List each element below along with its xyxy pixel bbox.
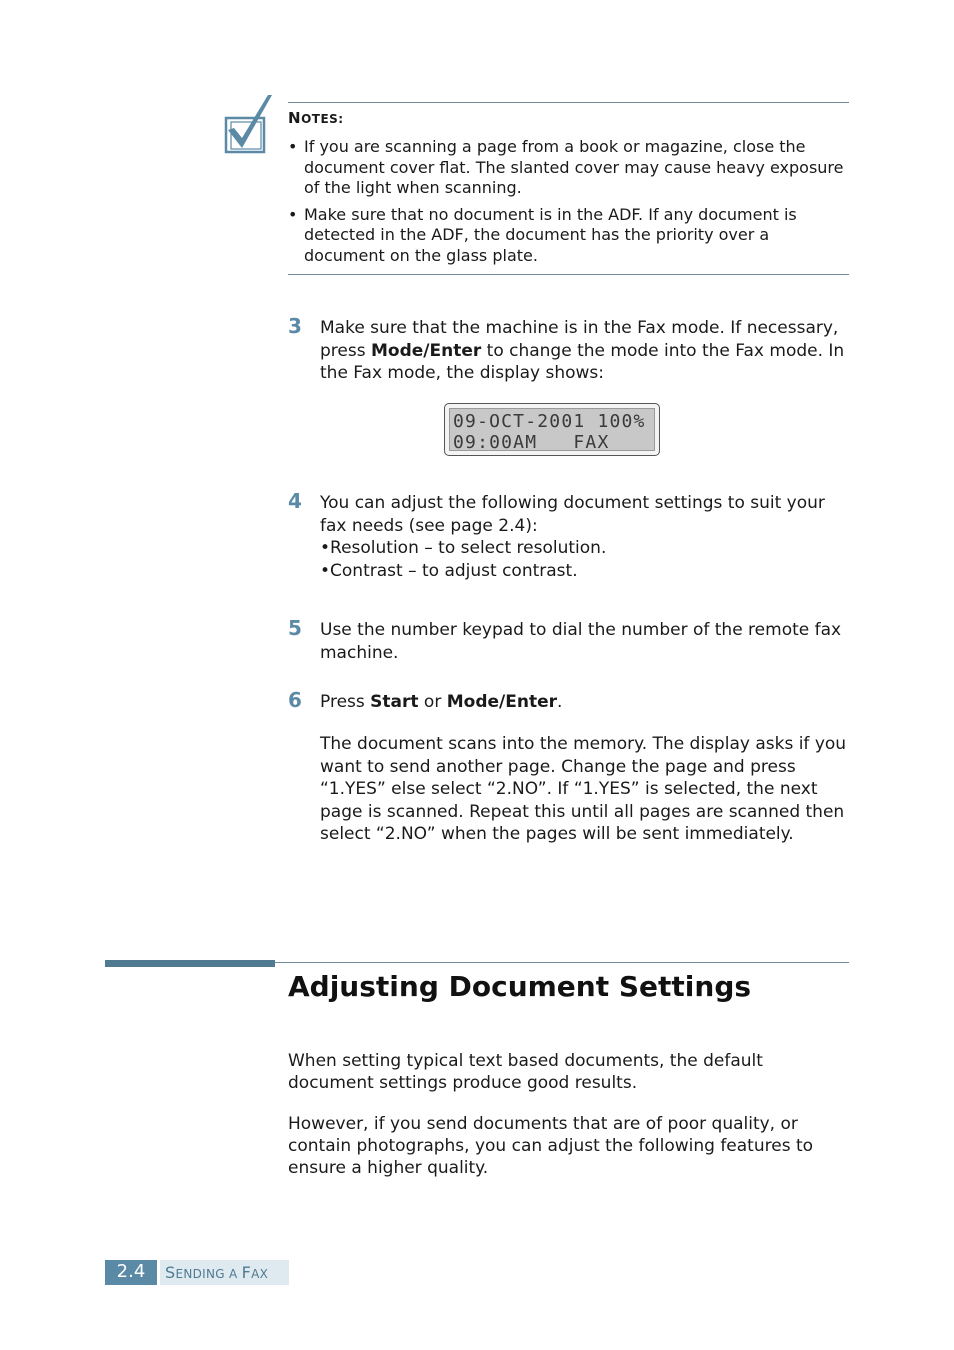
step-number: 4 [288, 489, 302, 513]
lcd-line-1: 09-OCT-2001 100% [453, 411, 646, 432]
notes-list [288, 137, 848, 272]
step-paragraph: The document scans into the memory. The display asks if you want to send another page. Change the page and press “1.YES” else select “2.NO”. If “1.YES” is selected, the next page is scanned. Repeat this until all pages are scanned then select “2.NO” when the pages will be sent immediately. [320, 734, 847, 844]
section-title: Adjusting Document Settings [288, 970, 752, 1003]
list-item: • Make sure that no document is in the ADF. If any document is detected in the ADF, the document has the priority over a document on the glass plate. [288, 204, 797, 265]
notes-bottom-rule [288, 274, 849, 275]
checkmark-note-icon [222, 92, 274, 156]
step-number: 3 [288, 314, 302, 338]
body-paragraph: When setting typical text based documents, the default document settings produce good results. [288, 1051, 763, 1093]
step-text: Make sure that the machine is in the Fax mode. If necessary, press Mode/Enter to change the mode into the Fax mode. In the Fax mode, the display shows: [320, 318, 845, 383]
lcd-line-2: 09:00AM FAX [453, 432, 610, 453]
step-text: Press Start or Mode/Enter. [320, 692, 563, 712]
step-number: 6 [288, 688, 302, 712]
notes-title: NOTES: [288, 109, 344, 127]
section-accent-bar [105, 960, 275, 967]
notes-top-rule [288, 102, 849, 103]
page-number: 2.4 [105, 1260, 157, 1285]
step-number: 5 [288, 616, 302, 640]
section-rule [275, 962, 849, 963]
chapter-title: SENDING A FAX [160, 1260, 289, 1285]
step-text: Use the number keypad to dial the number of the remote fax machine. [320, 620, 842, 663]
body-paragraph: However, if you send documents that are of poor quality, or contain photographs, you can adjust the following features to ensure a higher quality. [288, 1114, 814, 1178]
lcd-display [444, 403, 660, 456]
list-item: • If you are scanning a page from a book or magazine, close the document cover flat. The slanted cover may cause heavy exposure of the light when scanning. [288, 137, 844, 197]
step-text: You can adjust the following document settings to suit your fax needs (see page 2.4): •Resolution – to select resolution. •Contrast – to adjust contrast. [320, 493, 825, 581]
